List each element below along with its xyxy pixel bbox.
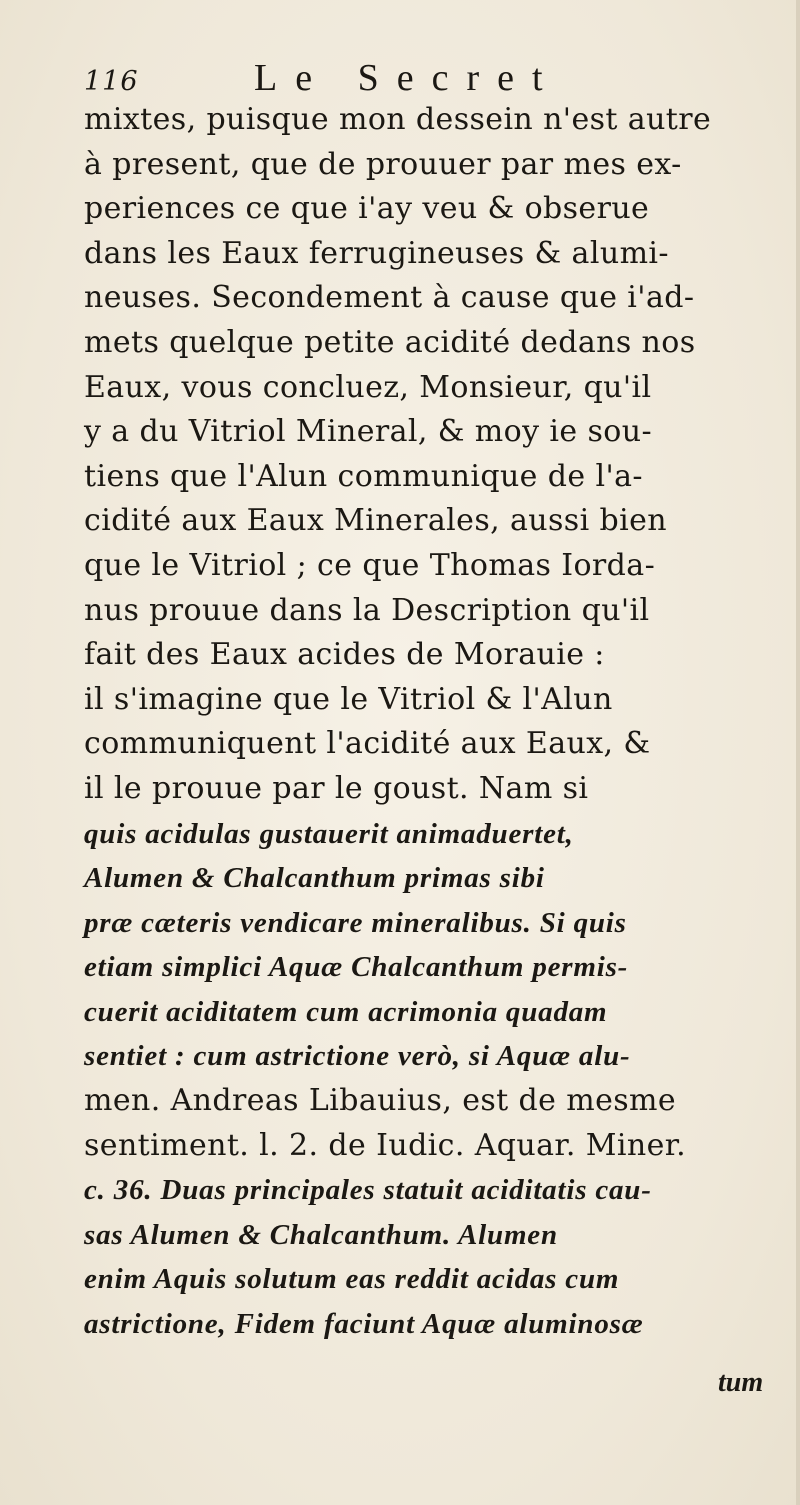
latin-quote-line: c. 36. Duas principales statuit aciditatis cau- bbox=[84, 1174, 652, 1207]
text-line: dans les Eaux ferrugineuses & alumi- bbox=[84, 235, 669, 271]
text-line: à present, que de prouuer par mes ex- bbox=[84, 146, 682, 182]
text-line: tiens que l'Alun communique de l'a- bbox=[84, 458, 643, 494]
text-line: sentiment. l. 2. de Iudic. Aquar. Miner. bbox=[84, 1127, 687, 1163]
text-line: communiquent l'acidité aux Eaux, & bbox=[84, 726, 651, 762]
latin-quote-line: Alumen & Chalcanthum primas sibi bbox=[84, 862, 545, 895]
latin-quote-line: cuerit aciditatem cum acrimonia quadam bbox=[84, 995, 608, 1028]
latin-quote-line: præ cæteris vendicare mineralibus. Si quis bbox=[84, 906, 627, 939]
text-line: mets quelque petite acidité dedans nos bbox=[84, 324, 696, 360]
latin-quote-line: quis acidulas gustauerit animaduertet, bbox=[84, 817, 574, 850]
text-line: periences ce que i'ay veu & obserue bbox=[84, 191, 650, 227]
text-line: il s'imagine que le Vitriol & l'Alun bbox=[84, 681, 613, 717]
latin-quote-line: astrictione, Fidem faciunt Aquæ aluminosæ bbox=[84, 1308, 644, 1341]
text-line: cidité aux Eaux Minerales, aussi bien bbox=[84, 503, 667, 539]
text-line: mixtes, puisque mon dessein n'est autre bbox=[84, 102, 712, 137]
latin-quote-line: enim Aquis solutum eas reddit acidas cum bbox=[84, 1263, 620, 1296]
text-line: neuses. Secondement à cause que i'ad- bbox=[84, 280, 695, 316]
text-line: il le prouue par le goust. Nam si bbox=[84, 770, 589, 806]
body-text bbox=[84, 98, 784, 1347]
latin-quote-line: sas Alumen & Chalcanthum. Alumen bbox=[84, 1218, 558, 1251]
text-line: y a du Vitriol Mineral, & moy ie sou- bbox=[84, 414, 652, 450]
text-line: fait des Eaux acides de Morauie : bbox=[84, 637, 605, 673]
page-number: 116 bbox=[84, 66, 139, 97]
latin-quote-line: etiam simplici Aquæ Chalcanthum permis- bbox=[84, 951, 629, 984]
text-line: Eaux, vous concluez, Monsieur, qu'il bbox=[84, 369, 652, 405]
text-line: que le Vitriol ; ce que Thomas Iorda- bbox=[84, 547, 656, 583]
latin-quote-line: sentiet : cum astrictione verò, si Aquæ alu- bbox=[84, 1040, 631, 1073]
page-edge bbox=[796, 0, 800, 1505]
text-line: nus prouue dans la Description qu'il bbox=[84, 592, 650, 628]
running-title: Le Secret bbox=[254, 57, 561, 99]
catchword: tum bbox=[718, 1367, 764, 1398]
running-head bbox=[84, 56, 644, 100]
text-line: men. Andreas Libauius, est de mesme bbox=[84, 1083, 677, 1119]
